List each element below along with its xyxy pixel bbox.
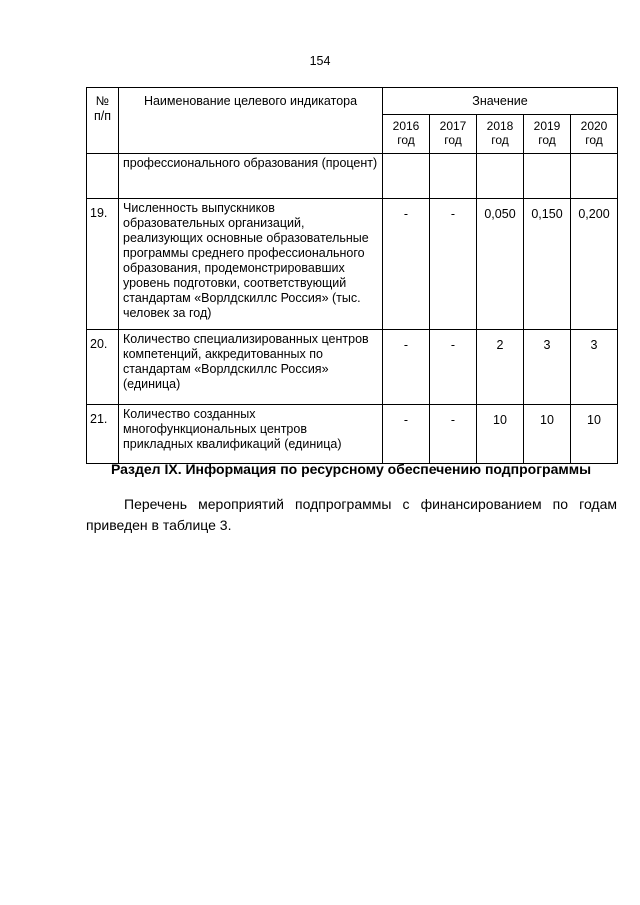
page-number: 154 (309, 54, 331, 68)
table-row (87, 405, 618, 464)
header-year-2017: 2017 год (430, 115, 477, 154)
row-value-2017: - (430, 405, 477, 464)
header-year-2016: 2016 год (383, 115, 430, 154)
row-value-2019: 3 (524, 330, 571, 405)
row-indicator-name: Количество специализированных центров компетенций, аккредитованных по стандартам «Ворлдскиллс Россия» (единица) (119, 330, 383, 405)
row-num: 19. (87, 199, 119, 330)
row-value-2018 (477, 154, 524, 199)
row-indicator-name: Количество созданных многофункциональных центров прикладных квалификаций (единица) (119, 405, 383, 464)
row-indicator-name: Численность выпускников образовательных организаций, реализующих основные образовательные программы среднего профессионального образования, продемонстрировавших уровень подготовки, соответствующий стандартам «Ворлдскиллс Россия» (тыс. человек за год) (119, 199, 383, 330)
table-row (87, 199, 618, 330)
row-value-2017 (430, 154, 477, 199)
row-value-2018: 2 (477, 330, 524, 405)
row-value-2018: 10 (477, 405, 524, 464)
row-value-2017: - (430, 330, 477, 405)
body-paragraph: Перечень мероприятий подпрограммы с финансированием по годам приведен в таблице 3. (86, 496, 617, 533)
row-value-2016: - (383, 330, 430, 405)
row-value-2018: 0,050 (477, 199, 524, 330)
row-value-2020: 0,200 (571, 199, 618, 330)
row-value-2017: - (430, 199, 477, 330)
row-value-2016: - (383, 405, 430, 464)
row-value-2020 (571, 154, 618, 199)
header-value: Значение (383, 88, 618, 115)
header-num: № п/п (87, 88, 119, 154)
row-value-2019: 0,150 (524, 199, 571, 330)
row-value-2019 (524, 154, 571, 199)
row-value-2020: 10 (571, 405, 618, 464)
table-row (87, 330, 618, 405)
row-indicator-name: профессионального образования (процент) (119, 154, 383, 199)
row-value-2016: - (383, 199, 430, 330)
section-heading: Раздел IX. Информация по ресурсному обеспечению подпрограммы (110, 461, 592, 477)
header-indicator-name: Наименование целевого индикатора (119, 88, 383, 154)
row-num: 20. (87, 330, 119, 405)
row-num: 21. (87, 405, 119, 464)
row-value-2020: 3 (571, 330, 618, 405)
header-year-2018: 2018 год (477, 115, 524, 154)
row-value-2019: 10 (524, 405, 571, 464)
header-year-2020: 2020 год (571, 115, 618, 154)
table-row (87, 154, 618, 199)
indicators-table (86, 87, 618, 464)
row-num (87, 154, 119, 199)
row-value-2016 (383, 154, 430, 199)
header-year-2019: 2019 год (524, 115, 571, 154)
